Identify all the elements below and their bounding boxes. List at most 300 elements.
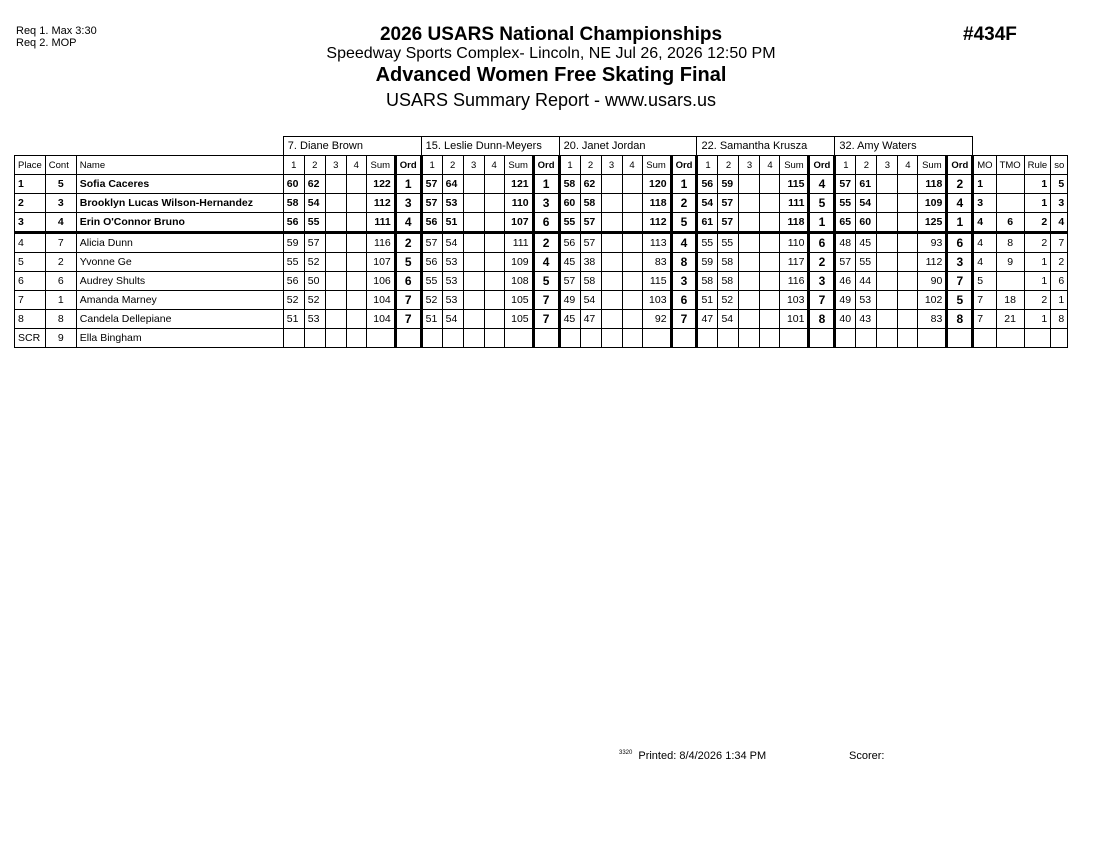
score-cell: 49 — [835, 291, 856, 310]
score-cell: 57 — [559, 272, 580, 291]
score-cell: 54 — [442, 310, 463, 329]
score-cell — [325, 175, 346, 194]
ordinal-cell: 1 — [947, 213, 973, 233]
score-cell — [739, 253, 760, 272]
sum-cell: 116 — [366, 233, 395, 253]
ordinal-cell: 7 — [533, 291, 559, 310]
score-cell — [877, 253, 898, 272]
ordinal-cell: 7 — [671, 310, 697, 329]
col-header-sum: Sum — [642, 156, 671, 175]
so-cell: 5 — [1051, 175, 1068, 194]
col-header-score: 1 — [835, 156, 856, 175]
sum-cell: 104 — [366, 291, 395, 310]
sum-cell: 125 — [918, 213, 947, 233]
score-cell: 58 — [718, 272, 739, 291]
score-cell — [739, 175, 760, 194]
score-cell — [304, 329, 325, 348]
skater-name: Amanda Marney — [76, 291, 283, 310]
score-cell: 52 — [718, 291, 739, 310]
sum-cell: 90 — [918, 272, 947, 291]
col-header-sum: Sum — [780, 156, 809, 175]
score-cell: 55 — [718, 233, 739, 253]
col-header-score: 4 — [622, 156, 642, 175]
score-cell — [760, 194, 780, 213]
score-cell — [463, 194, 484, 213]
score-cell: 57 — [421, 233, 442, 253]
score-cell — [463, 233, 484, 253]
col-header-score: 3 — [325, 156, 346, 175]
score-cell — [559, 329, 580, 348]
sum-cell: 115 — [780, 175, 809, 194]
place-cell: 6 — [15, 272, 46, 291]
score-cell — [622, 253, 642, 272]
ordinal-cell: 3 — [947, 253, 973, 272]
ordinal-cell: 5 — [395, 253, 421, 272]
cont-cell: 2 — [45, 253, 76, 272]
score-cell: 48 — [835, 233, 856, 253]
score-cell — [739, 213, 760, 233]
judge-name: 20. Janet Jordan — [559, 137, 697, 156]
score-cell — [463, 175, 484, 194]
score-cell — [484, 272, 504, 291]
skater-name: Alicia Dunn — [76, 233, 283, 253]
score-cell — [346, 233, 366, 253]
sum-cell — [642, 329, 671, 348]
score-cell — [898, 253, 918, 272]
score-cell — [463, 291, 484, 310]
col-header-score: 4 — [760, 156, 780, 175]
score-cell: 55 — [421, 272, 442, 291]
rule-cell: 2 — [1024, 213, 1051, 233]
score-cell — [580, 329, 601, 348]
score-cell — [622, 329, 642, 348]
ordinal-cell: 4 — [395, 213, 421, 233]
score-cell: 59 — [718, 175, 739, 194]
score-cell — [484, 213, 504, 233]
score-cell: 60 — [283, 175, 304, 194]
tmo-cell — [996, 329, 1024, 348]
col-header-score: 4 — [484, 156, 504, 175]
col-header-name: Name — [76, 156, 283, 175]
place-cell: 3 — [15, 213, 46, 233]
so-cell: 8 — [1051, 310, 1068, 329]
score-cell — [463, 253, 484, 272]
score-cell: 53 — [304, 310, 325, 329]
sum-cell: 105 — [504, 310, 533, 329]
score-cell: 65 — [835, 213, 856, 233]
score-cell — [898, 233, 918, 253]
cont-cell: 3 — [45, 194, 76, 213]
score-cell — [484, 253, 504, 272]
report-code: 3320 — [619, 750, 633, 756]
sum-cell: 109 — [504, 253, 533, 272]
col-header-ord: Ord — [671, 156, 697, 175]
tmo-cell: 21 — [996, 310, 1024, 329]
tmo-cell: 8 — [996, 233, 1024, 253]
ordinal-cell: 1 — [533, 175, 559, 194]
sum-cell: 104 — [366, 310, 395, 329]
tmo-cell: 18 — [996, 291, 1024, 310]
rule-cell: 1 — [1024, 175, 1051, 194]
ordinal-cell: 8 — [671, 253, 697, 272]
score-cell — [325, 233, 346, 253]
judge-name: 15. Leslie Dunn-Meyers — [421, 137, 559, 156]
score-cell: 59 — [697, 253, 718, 272]
cont-cell: 5 — [45, 175, 76, 194]
score-cell — [622, 213, 642, 233]
ordinal-cell: 6 — [533, 213, 559, 233]
score-cell: 45 — [559, 253, 580, 272]
score-cell — [877, 310, 898, 329]
score-cell — [325, 213, 346, 233]
result-row — [15, 175, 1068, 194]
score-cell: 44 — [856, 272, 877, 291]
mo-cell: 4 — [973, 213, 996, 233]
place-cell: 4 — [15, 233, 46, 253]
score-cell — [601, 291, 622, 310]
score-cell: 58 — [697, 272, 718, 291]
col-header-score: 1 — [283, 156, 304, 175]
score-cell — [760, 310, 780, 329]
judge-header-spacer — [973, 137, 1068, 156]
sum-cell: 110 — [504, 194, 533, 213]
score-cell: 40 — [835, 310, 856, 329]
score-cell: 57 — [580, 213, 601, 233]
ordinal-cell: 5 — [671, 213, 697, 233]
score-cell: 51 — [442, 213, 463, 233]
score-cell — [718, 329, 739, 348]
score-cell — [898, 329, 918, 348]
sum-cell: 112 — [918, 253, 947, 272]
score-cell — [346, 291, 366, 310]
score-cell — [856, 329, 877, 348]
ordinal-cell: 5 — [947, 291, 973, 310]
score-cell: 49 — [559, 291, 580, 310]
print-stamp — [619, 750, 766, 762]
score-cell — [877, 194, 898, 213]
score-cell: 56 — [421, 253, 442, 272]
ordinal-cell: 4 — [947, 194, 973, 213]
ordinal-cell: 4 — [533, 253, 559, 272]
sum-cell: 111 — [504, 233, 533, 253]
col-header-mo: MO — [973, 156, 996, 175]
event-number: #434F — [963, 24, 1017, 45]
score-cell: 45 — [856, 233, 877, 253]
col-header-score: 1 — [697, 156, 718, 175]
judge-name: 22. Samantha Krusza — [697, 137, 835, 156]
score-cell — [484, 310, 504, 329]
score-cell — [760, 233, 780, 253]
score-cell: 53 — [442, 253, 463, 272]
score-cell: 57 — [421, 175, 442, 194]
so-cell: 2 — [1051, 253, 1068, 272]
skater-name: Sofia Caceres — [76, 175, 283, 194]
ordinal-cell: 2 — [533, 233, 559, 253]
ordinal-cell: 4 — [671, 233, 697, 253]
score-cell: 56 — [283, 213, 304, 233]
tmo-cell — [996, 175, 1024, 194]
score-cell: 54 — [442, 233, 463, 253]
score-cell: 60 — [559, 194, 580, 213]
cont-cell: 7 — [45, 233, 76, 253]
score-cell — [760, 329, 780, 348]
score-cell: 56 — [559, 233, 580, 253]
place-cell: 1 — [15, 175, 46, 194]
result-row — [15, 213, 1068, 233]
score-cell — [622, 194, 642, 213]
rule-cell: 1 — [1024, 253, 1051, 272]
sum-cell: 118 — [780, 213, 809, 233]
score-cell: 52 — [283, 291, 304, 310]
score-cell — [421, 329, 442, 348]
ordinal-cell: 5 — [809, 194, 835, 213]
sum-cell: 120 — [642, 175, 671, 194]
rule-cell: 1 — [1024, 272, 1051, 291]
result-row — [15, 233, 1068, 253]
score-cell: 58 — [580, 272, 601, 291]
score-cell — [697, 329, 718, 348]
score-cell: 61 — [697, 213, 718, 233]
score-cell — [601, 213, 622, 233]
score-cell: 57 — [718, 213, 739, 233]
ordinal-cell: 3 — [671, 272, 697, 291]
col-header-score: 1 — [559, 156, 580, 175]
score-cell — [601, 253, 622, 272]
place-cell: 8 — [15, 310, 46, 329]
score-cell: 62 — [580, 175, 601, 194]
score-cell: 50 — [304, 272, 325, 291]
score-cell: 57 — [304, 233, 325, 253]
ordinal-cell: 2 — [947, 175, 973, 194]
rule-cell: 1 — [1024, 310, 1051, 329]
score-cell: 61 — [856, 175, 877, 194]
col-header-score: 2 — [442, 156, 463, 175]
col-header-so: so — [1051, 156, 1068, 175]
col-header-score: 2 — [856, 156, 877, 175]
mo-cell — [973, 329, 996, 348]
score-cell: 55 — [304, 213, 325, 233]
so-cell: 3 — [1051, 194, 1068, 213]
place-cell: 7 — [15, 291, 46, 310]
score-cell — [346, 253, 366, 272]
score-cell: 54 — [580, 291, 601, 310]
result-row — [15, 194, 1068, 213]
sum-cell: 118 — [642, 194, 671, 213]
col-header-cont: Cont — [45, 156, 76, 175]
sum-cell: 112 — [366, 194, 395, 213]
skater-name: Brooklyn Lucas Wilson-Hernandez — [76, 194, 283, 213]
ordinal-cell: 7 — [947, 272, 973, 291]
score-cell: 55 — [283, 253, 304, 272]
score-cell: 55 — [856, 253, 877, 272]
ordinal-cell: 8 — [809, 310, 835, 329]
score-cell: 45 — [559, 310, 580, 329]
rule-cell: 2 — [1024, 291, 1051, 310]
ordinal-cell: 2 — [395, 233, 421, 253]
sum-cell: 112 — [642, 213, 671, 233]
ordinal-cell: 2 — [671, 194, 697, 213]
score-cell — [601, 310, 622, 329]
score-cell — [325, 329, 346, 348]
mo-cell: 1 — [973, 175, 996, 194]
tmo-cell — [996, 272, 1024, 291]
col-header-score: 3 — [739, 156, 760, 175]
score-cell — [484, 233, 504, 253]
score-cell: 54 — [718, 310, 739, 329]
col-header-ord: Ord — [395, 156, 421, 175]
score-cell: 55 — [835, 194, 856, 213]
score-cell: 54 — [304, 194, 325, 213]
col-header-score: 3 — [877, 156, 898, 175]
ordinal-cell — [533, 329, 559, 348]
score-cell: 54 — [856, 194, 877, 213]
score-cell — [346, 194, 366, 213]
sum-cell: 111 — [366, 213, 395, 233]
rule-cell: 2 — [1024, 233, 1051, 253]
ordinal-cell: 7 — [809, 291, 835, 310]
requirement-1: Req 1. Max 3:30 — [16, 25, 97, 37]
col-header-score: 3 — [463, 156, 484, 175]
skater-name: Yvonne Ge — [76, 253, 283, 272]
ordinal-cell — [947, 329, 973, 348]
col-header-score: 1 — [421, 156, 442, 175]
score-cell: 56 — [283, 272, 304, 291]
score-cell — [739, 233, 760, 253]
sum-cell: 117 — [780, 253, 809, 272]
score-cell: 54 — [697, 194, 718, 213]
score-cell: 59 — [283, 233, 304, 253]
ordinal-cell: 6 — [947, 233, 973, 253]
cont-cell: 1 — [45, 291, 76, 310]
score-cell — [622, 233, 642, 253]
score-cell: 53 — [442, 291, 463, 310]
so-cell: 4 — [1051, 213, 1068, 233]
rule-cell: 1 — [1024, 194, 1051, 213]
score-cell — [622, 310, 642, 329]
sum-cell: 83 — [918, 310, 947, 329]
mo-cell: 7 — [973, 291, 996, 310]
sum-cell: 116 — [780, 272, 809, 291]
sum-cell: 110 — [780, 233, 809, 253]
score-cell — [346, 310, 366, 329]
score-cell — [463, 213, 484, 233]
score-cell: 58 — [580, 194, 601, 213]
results-table — [14, 136, 1068, 348]
printed-date: Printed: 8/4/2026 1:34 PM — [638, 750, 767, 762]
score-cell: 58 — [283, 194, 304, 213]
so-cell: 1 — [1051, 291, 1068, 310]
score-cell — [283, 329, 304, 348]
score-cell — [877, 272, 898, 291]
score-cell — [346, 175, 366, 194]
score-cell — [484, 175, 504, 194]
score-cell — [898, 272, 918, 291]
sum-cell: 92 — [642, 310, 671, 329]
score-cell: 55 — [559, 213, 580, 233]
score-cell — [898, 310, 918, 329]
score-cell — [463, 310, 484, 329]
col-header-tmo: TMO — [996, 156, 1024, 175]
ordinal-cell: 7 — [533, 310, 559, 329]
score-cell: 51 — [697, 291, 718, 310]
score-cell: 57 — [835, 175, 856, 194]
mo-cell: 3 — [973, 194, 996, 213]
score-cell — [760, 213, 780, 233]
score-cell — [442, 329, 463, 348]
ordinal-cell: 7 — [395, 310, 421, 329]
col-header-sum: Sum — [366, 156, 395, 175]
score-cell — [739, 310, 760, 329]
score-cell — [463, 272, 484, 291]
score-cell — [877, 233, 898, 253]
score-cell — [760, 175, 780, 194]
score-cell — [601, 272, 622, 291]
score-cell — [325, 272, 346, 291]
judge-name: 7. Diane Brown — [283, 137, 421, 156]
skater-name: Audrey Shults — [76, 272, 283, 291]
score-cell: 38 — [580, 253, 601, 272]
sum-cell: 83 — [642, 253, 671, 272]
judge-header-row — [15, 137, 1068, 156]
score-cell: 53 — [442, 272, 463, 291]
score-cell — [835, 329, 856, 348]
score-cell: 53 — [856, 291, 877, 310]
score-cell: 56 — [421, 213, 442, 233]
score-cell: 58 — [559, 175, 580, 194]
score-cell: 47 — [580, 310, 601, 329]
ordinal-cell: 6 — [671, 291, 697, 310]
score-cell — [463, 329, 484, 348]
score-cell: 52 — [304, 253, 325, 272]
tmo-cell: 6 — [996, 213, 1024, 233]
tmo-cell — [996, 194, 1024, 213]
sum-cell: 106 — [366, 272, 395, 291]
ordinal-cell: 6 — [809, 233, 835, 253]
cont-cell: 9 — [45, 329, 76, 348]
sum-cell: 107 — [366, 253, 395, 272]
score-cell: 57 — [835, 253, 856, 272]
col-header-ord: Ord — [947, 156, 973, 175]
place-cell: SCR — [15, 329, 46, 348]
so-cell: 7 — [1051, 233, 1068, 253]
column-header-row — [15, 156, 1068, 175]
score-cell — [898, 291, 918, 310]
so-cell: 6 — [1051, 272, 1068, 291]
ordinal-cell: 1 — [809, 213, 835, 233]
score-cell — [877, 175, 898, 194]
score-cell: 62 — [304, 175, 325, 194]
ordinal-cell — [395, 329, 421, 348]
rule-cell — [1024, 329, 1051, 348]
ordinal-cell: 5 — [533, 272, 559, 291]
score-cell: 51 — [421, 310, 442, 329]
score-cell: 58 — [718, 253, 739, 272]
score-cell — [325, 253, 346, 272]
score-cell: 57 — [718, 194, 739, 213]
sum-cell: 103 — [780, 291, 809, 310]
score-cell — [346, 213, 366, 233]
sum-cell — [504, 329, 533, 348]
ordinal-cell: 3 — [533, 194, 559, 213]
skater-name: Ella Bingham — [76, 329, 283, 348]
cont-cell: 6 — [45, 272, 76, 291]
score-cell — [877, 213, 898, 233]
score-cell — [760, 291, 780, 310]
score-cell: 52 — [421, 291, 442, 310]
score-cell: 57 — [421, 194, 442, 213]
sum-cell: 118 — [918, 175, 947, 194]
score-cell — [622, 175, 642, 194]
